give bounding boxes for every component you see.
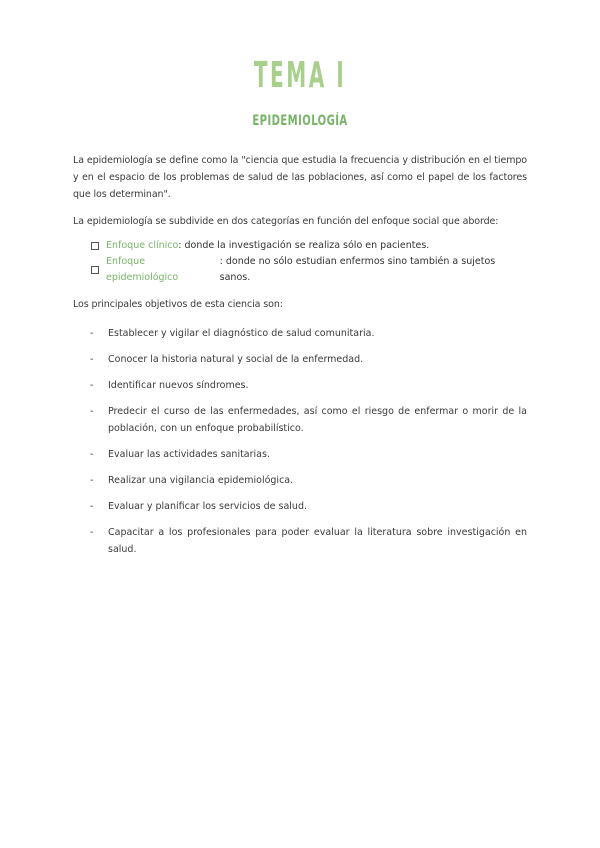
category-item [91,254,527,286]
category-term: Enfoque epidemiológico [105,256,179,283]
objective-text: Capacitar a los profesionales para poder evaluar la literatura sobre investigación en salud. [108,527,527,555]
objective-text: Predecir el curso de las enfermedades, así como el riesgo de enfermar o morir de la población, con un enfoque probabilístico. [108,406,527,434]
checkbox-icon [91,266,99,274]
dash-bullet: - [90,475,94,486]
objective-text: Evaluar y planificar los servicios de salud. [108,501,308,512]
list-item [73,446,527,463]
dash-bullet: - [90,406,94,417]
objective-text: Evaluar las actividades sanitarias. [108,449,270,460]
category-desc: : donde no sólo estudian enfermos sino también a sujetos sanos. [219,256,496,283]
list-item [73,472,527,489]
list-item [73,524,527,558]
subdivision-paragraph: La epidemiología se subdivide en dos categorías en función del enfoque social que aborde: [73,216,499,227]
objective-text: Establecer y vigilar el diagnóstico de salud comunitaria. [108,328,375,339]
checkbox-icon [91,242,99,250]
dash-bullet: - [90,527,94,538]
page-title: TEMA I [253,55,347,96]
objectives-intro: Los principales objetivos de esta ciencia son: [73,299,283,310]
page-subtitle: EPIDEMIOLOGÍA [252,113,348,129]
dash-bullet: - [90,449,94,460]
objective-text: Conocer la historia natural y social de la enfermedad. [108,354,364,365]
category-term: Enfoque clínico [106,240,179,251]
list-item [73,377,527,394]
dash-bullet: - [90,354,94,365]
category-list [91,238,527,286]
objectives-list [73,325,527,558]
list-item [73,498,527,515]
objective-text: Realizar una vigilancia epidemiológica. [108,475,294,486]
category-item [91,238,527,254]
list-item [73,325,527,342]
dash-bullet: - [90,328,94,339]
category-desc: : donde la investigación se realiza sólo en pacientes. [178,240,430,251]
list-item [73,403,527,437]
dash-bullet: - [90,501,94,512]
list-item [73,351,527,368]
dash-bullet: - [90,380,94,391]
intro-paragraph: La epidemiología se define como la "ciencia que estudia la frecuencia y distribución en el tiempo y en el espacio de los problemas de salud de las poblaciones, así como el papel de los factores que los determinan". [73,155,527,200]
objective-text: Identificar nuevos síndromes. [108,380,249,391]
